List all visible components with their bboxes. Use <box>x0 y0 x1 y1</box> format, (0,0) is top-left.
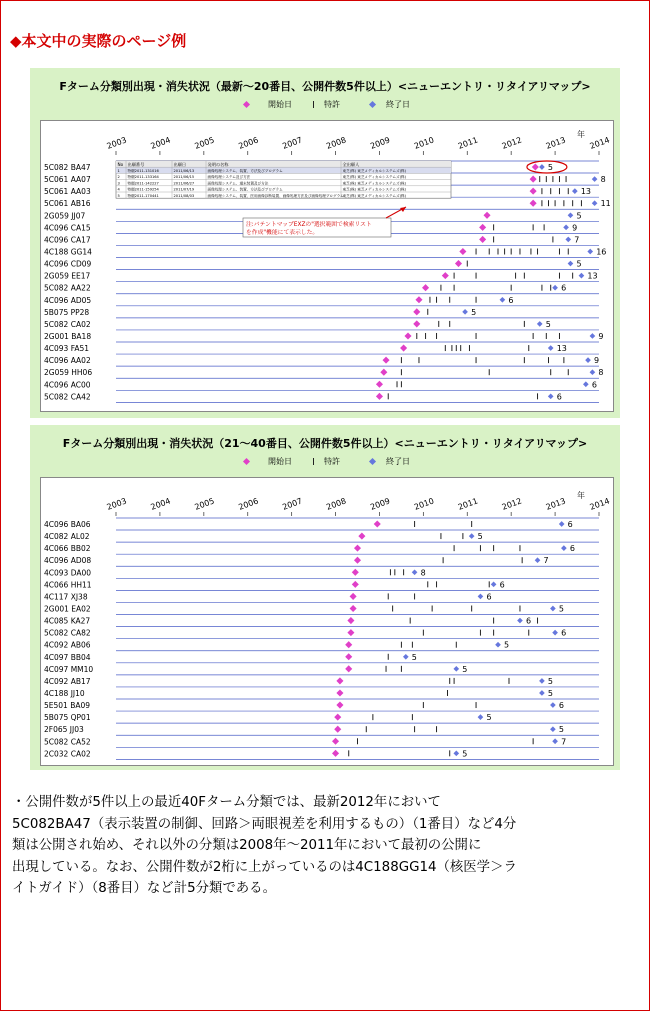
table-header-cell: 全出願人 <box>342 161 360 167</box>
category-label: 4C096 BA06 <box>44 520 91 529</box>
end-marker <box>453 751 459 757</box>
callout-text: を作成"機能にて表示した。 <box>246 230 319 236</box>
start-marker <box>350 593 357 600</box>
table-cell: 特願2011-170441 <box>127 193 159 198</box>
category-label: 4C096 AC00 <box>44 380 91 390</box>
category-label: 5C082 AA22 <box>44 283 91 293</box>
end-marker <box>572 188 578 194</box>
category-label: 5C082 CA52 <box>44 737 91 747</box>
category-label: 5B075 QP01 <box>44 713 91 723</box>
count-label: 9 <box>594 356 600 366</box>
start-marker <box>332 750 339 757</box>
legend-patent-marker <box>313 458 314 465</box>
end-marker <box>469 533 475 539</box>
x-tick-label: 2008 <box>325 135 348 151</box>
end-marker <box>552 630 558 636</box>
start-marker <box>352 581 359 588</box>
x-tick-label: 2013 <box>544 135 567 151</box>
x-tick-label: 2006 <box>237 496 260 512</box>
table-cell: 特願2011-131016 <box>127 169 159 173</box>
chart-panel-1 <box>30 68 620 418</box>
table-cell: 画像処理システム、装置、方法及びプログラム <box>207 187 283 192</box>
count-label: 5 <box>504 640 510 650</box>
end-marker <box>561 545 567 551</box>
count-label: 6 <box>567 520 573 529</box>
category-label: 4C093 DA00 <box>44 568 92 578</box>
count-label: 8 <box>598 368 604 378</box>
category-label: 4C188 GG14 <box>44 247 92 257</box>
plot-area <box>40 477 614 766</box>
end-marker <box>579 273 585 279</box>
count-label: 5 <box>486 713 492 723</box>
x-tick-label: 2009 <box>369 496 392 512</box>
category-label: 5B075 PP28 <box>44 307 90 317</box>
legend-patent-marker <box>313 101 314 108</box>
table-cell: 2 <box>117 175 120 180</box>
x-tick-label: 2007 <box>281 135 304 151</box>
end-marker <box>552 285 558 291</box>
legend-start-marker <box>243 101 250 108</box>
count-label: 5 <box>477 532 483 542</box>
start-marker <box>334 714 341 721</box>
callout-text: 注:パテントマップEXZの"選択範囲で検索リスト <box>246 222 372 228</box>
start-marker <box>455 260 462 267</box>
count-label: 7 <box>574 235 580 245</box>
count-label: 5 <box>411 652 417 662</box>
table-header-cell: 出願番号 <box>127 161 145 167</box>
summary-line: 5C082BA47（表示装置の制御、回路＞両眼視差を利用するもの）（1番目）など4分 <box>12 816 517 832</box>
legend-patent-label: 特許 <box>324 100 340 109</box>
category-label: 4C097 MM10 <box>44 664 94 674</box>
end-marker <box>550 726 556 732</box>
end-marker <box>590 333 596 339</box>
start-marker <box>347 617 354 624</box>
count-label: 5 <box>547 163 554 172</box>
count-label: 6 <box>486 592 492 602</box>
table-cell: 2011/08/03 <box>173 193 195 198</box>
count-label: 5 <box>576 211 582 221</box>
end-marker <box>550 702 556 708</box>
legend-end-marker <box>369 458 376 465</box>
table-cell: 画像処理システム及び方法 <box>207 175 251 180</box>
table-cell: 東芝(株) 東芝メディカルシステムズ(株) <box>342 169 407 173</box>
count-label: 5 <box>576 259 582 269</box>
start-marker <box>459 248 466 255</box>
category-label: 5C061 AA07 <box>44 175 91 185</box>
start-marker <box>530 176 537 183</box>
start-marker <box>345 665 352 672</box>
count-label: 16 <box>596 247 607 257</box>
chart-title: Fターム分類別出現・消失状況（最新～20番目、公開件数5件以上）<ニューエントリ・リタイアリマップ> <box>59 80 591 93</box>
table-cell: 東芝(株) 東芝メディカルシステムズ(株) <box>342 193 407 198</box>
table-cell: 画像処理システム、装置、方法及びプログラム <box>207 169 283 173</box>
end-marker <box>550 606 556 612</box>
chart-svg-2 <box>41 478 613 765</box>
start-marker <box>400 345 407 352</box>
start-marker <box>479 224 486 231</box>
x-tick-label: 2014 <box>588 496 611 512</box>
x-tick-label: 2010 <box>412 496 436 512</box>
table-cell: 特願2011-159254 <box>127 187 159 192</box>
start-marker <box>336 689 343 696</box>
category-label: 4C093 FA51 <box>44 344 90 354</box>
end-marker <box>412 569 418 575</box>
category-label: 5C082 CA02 <box>44 319 91 329</box>
count-label: 5 <box>462 749 468 759</box>
count-label: 13 <box>556 344 567 354</box>
table-cell: 画像処理システム、端末装置及び方法 <box>207 181 269 186</box>
end-marker <box>495 642 501 648</box>
category-label: 2G059 JJ07 <box>44 211 86 221</box>
legend-end-label: 終了日 <box>386 100 410 109</box>
end-marker <box>403 654 409 660</box>
category-label: 2F065 JJ03 <box>44 725 84 735</box>
x-tick-label: 2008 <box>325 496 348 512</box>
table-header-cell: No <box>117 161 124 167</box>
end-marker <box>585 357 591 363</box>
table-cell: 画像処理システム、装置、医用画像診断装置、画像処理方法及び画像処理プログラム <box>207 193 344 198</box>
count-label: 6 <box>591 380 597 390</box>
category-label: 4C096 CD09 <box>44 259 92 269</box>
category-label: 4C188 JJ10 <box>44 688 85 698</box>
category-label: 4C085 KA27 <box>44 616 91 626</box>
x-tick-label: 2003 <box>105 496 128 512</box>
end-marker <box>517 618 523 624</box>
count-label: 9 <box>572 223 578 233</box>
end-marker <box>537 321 543 327</box>
count-label: 5 <box>547 676 554 686</box>
table-cell: 東芝(株) 東芝メディカルシステムズ(株) <box>342 187 407 192</box>
start-marker <box>336 677 343 684</box>
table-cell: 東芝(株) 東芝メディカルシステムズ(株) <box>342 175 407 180</box>
start-marker <box>422 284 429 291</box>
end-marker <box>478 714 484 720</box>
legend-end-marker <box>369 101 376 108</box>
legend-start-marker <box>243 458 250 465</box>
table-cell: 特願2011-133164 <box>127 175 159 180</box>
start-marker <box>336 702 343 709</box>
page-heading: ◆本文中の実際のページ例 <box>10 32 187 50</box>
start-marker <box>358 533 365 540</box>
table-cell: 1 <box>117 169 120 173</box>
callout <box>243 207 406 237</box>
table-header-cell: 発明の名称 <box>207 161 229 167</box>
count-label: 5 <box>558 725 564 735</box>
x-tick-label: 2012 <box>500 135 523 151</box>
table-header-bg <box>116 161 451 167</box>
start-marker <box>350 605 357 612</box>
category-label: 2G059 HH06 <box>44 368 93 378</box>
category-label: 4C096 CA17 <box>44 235 91 245</box>
end-marker <box>548 345 554 351</box>
x-tick-label: 2004 <box>149 135 172 151</box>
end-marker <box>462 309 468 315</box>
table-cell: 東芝(株) 東芝メディカルシステムズ(株) <box>342 181 407 186</box>
x-tick-label: 2011 <box>456 496 480 512</box>
start-marker <box>404 332 411 339</box>
end-marker <box>535 557 541 563</box>
x-tick-label: 2011 <box>456 135 480 151</box>
category-label: 4C096 AA02 <box>44 356 91 366</box>
chart-svg-1 <box>41 121 613 411</box>
category-label: 2G001 BA18 <box>44 331 92 341</box>
table-cell: 2011/06/15 <box>173 175 195 180</box>
end-marker <box>548 394 554 400</box>
end-marker <box>587 249 593 255</box>
start-marker <box>345 641 352 648</box>
x-tick-label: 2010 <box>412 135 436 151</box>
start-marker <box>334 726 341 733</box>
legend-end-label: 終了日 <box>386 457 410 466</box>
count-label: 6 <box>499 580 505 590</box>
end-marker <box>568 261 574 267</box>
start-marker <box>352 569 359 576</box>
category-label: 5C061 AB16 <box>44 199 91 209</box>
legend-start-label: 開始日 <box>268 457 292 466</box>
start-marker <box>376 393 383 400</box>
x-tick-label: 2014 <box>588 135 611 151</box>
x-tick-label: 2003 <box>105 135 128 151</box>
count-label: 9 <box>598 331 604 341</box>
start-marker <box>530 188 537 195</box>
start-marker <box>383 357 390 364</box>
end-marker <box>559 521 565 527</box>
start-marker <box>483 212 490 219</box>
legend-patent-label: 特許 <box>324 457 340 466</box>
summary-paragraph <box>12 792 637 900</box>
category-label: 4C117 XJ38 <box>44 592 88 602</box>
start-marker <box>374 520 381 527</box>
category-label: 4C066 HH11 <box>44 580 92 590</box>
category-label: 4C096 CA15 <box>44 223 91 233</box>
x-tick-label: 2005 <box>193 496 216 512</box>
count-label: 11 <box>600 199 611 209</box>
category-label: 2C032 CA02 <box>44 749 91 759</box>
category-label: 4C066 BB02 <box>44 544 91 554</box>
table-cell: 2011/06/27 <box>173 181 195 186</box>
end-marker <box>491 582 497 588</box>
category-label: 4C097 BB04 <box>44 652 91 662</box>
count-label: 6 <box>569 544 575 554</box>
table-cell: 4 <box>117 187 120 192</box>
summary-line: イトガイド）（8番目）など計5分類である。 <box>12 881 276 896</box>
chart-title: Fターム分類別出現・消失状況（21～40番目、公開件数5件以上）<ニューエントリ・リタイアリマップ> <box>62 437 588 450</box>
end-marker <box>539 690 545 696</box>
category-label: 5C061 AA03 <box>44 187 91 197</box>
count-label: 5 <box>462 664 468 674</box>
x-unit-label: 年 <box>577 130 585 139</box>
table-cell: 2011/06/13 <box>173 169 195 173</box>
count-label: 6 <box>525 616 532 626</box>
start-marker <box>354 545 361 552</box>
start-marker <box>376 381 383 388</box>
start-marker <box>530 200 537 207</box>
legend-start-label: 開始日 <box>268 100 292 109</box>
chart-legend <box>30 457 620 469</box>
category-label: 2G059 EE17 <box>44 271 91 281</box>
plot-area <box>40 120 614 412</box>
table-header-cell: 出願日 <box>173 161 187 167</box>
count-label: 6 <box>558 701 564 711</box>
end-marker <box>453 666 459 672</box>
table-cell: 3 <box>117 181 120 186</box>
chart-panel-2 <box>30 425 620 770</box>
x-tick-label: 2006 <box>237 135 260 151</box>
count-label: 6 <box>508 295 514 305</box>
start-marker <box>380 369 387 376</box>
start-marker <box>354 557 361 564</box>
category-label: 4C092 AB17 <box>44 676 91 686</box>
table-cell: 5 <box>117 193 120 198</box>
category-label: 4C092 AB06 <box>44 640 91 650</box>
start-marker <box>413 320 420 327</box>
count-label: 6 <box>556 392 562 402</box>
end-marker <box>563 225 569 231</box>
category-label: 5C082 CA82 <box>44 628 91 638</box>
x-tick-label: 2012 <box>500 496 523 512</box>
end-marker <box>590 369 596 375</box>
category-label: 5C082 BA47 <box>44 163 91 172</box>
count-label: 5 <box>545 319 551 329</box>
end-marker <box>568 212 574 218</box>
category-label: 5C082 CA42 <box>44 392 91 402</box>
summary-line: 出現している。なお、公開件数が2桁に上がっているのは4C188GG14（核医学＞ラ <box>12 859 517 875</box>
category-label: 4C096 AD08 <box>44 556 92 566</box>
count-label: 5 <box>558 604 564 614</box>
summary-line: 類は公開され始め、それ以外の分類は2008年～2011年において最初の公開に <box>12 838 482 853</box>
start-marker <box>347 629 354 636</box>
count-label: 7 <box>543 556 549 566</box>
chart-legend <box>30 100 620 112</box>
x-unit-label: 年 <box>577 491 585 500</box>
x-tick-label: 2005 <box>193 135 216 151</box>
start-marker <box>413 308 420 315</box>
count-label: 6 <box>561 628 567 638</box>
count-label: 5 <box>471 307 477 317</box>
x-tick-label: 2007 <box>281 496 304 512</box>
end-marker <box>539 678 545 684</box>
count-label: 8 <box>420 568 426 578</box>
end-marker <box>500 297 506 303</box>
start-marker <box>479 236 486 243</box>
count-label: 13 <box>587 271 598 281</box>
category-label: 4C082 AL02 <box>44 532 90 542</box>
count-label: 7 <box>561 737 567 747</box>
inset-table <box>116 161 451 198</box>
start-marker <box>415 296 422 303</box>
category-label: 4C096 AD05 <box>44 295 92 305</box>
end-marker <box>583 381 589 387</box>
start-marker <box>532 163 539 170</box>
end-marker <box>592 176 598 182</box>
count-label: 8 <box>600 175 606 185</box>
category-label: 2G001 EA02 <box>44 604 91 614</box>
end-marker <box>478 594 484 600</box>
x-tick-label: 2004 <box>149 496 172 512</box>
end-marker <box>592 200 598 206</box>
summary-line: ・公開件数が5件以上の最近40Fターム分類では、最新2012年において <box>12 795 441 810</box>
end-marker <box>552 738 558 744</box>
start-marker <box>345 653 352 660</box>
x-tick-label: 2009 <box>369 135 392 151</box>
end-marker <box>565 237 571 243</box>
count-label: 5 <box>547 688 554 698</box>
count-label: 6 <box>561 283 567 293</box>
table-cell: 特願2011-142227 <box>127 181 159 186</box>
start-marker <box>332 738 339 745</box>
table-cell: 2011/07/19 <box>173 187 195 192</box>
category-label: 5E501 BA09 <box>44 701 91 711</box>
end-marker <box>539 164 545 170</box>
count-label: 13 <box>580 187 592 197</box>
x-tick-label: 2013 <box>544 496 567 512</box>
start-marker <box>442 272 449 279</box>
